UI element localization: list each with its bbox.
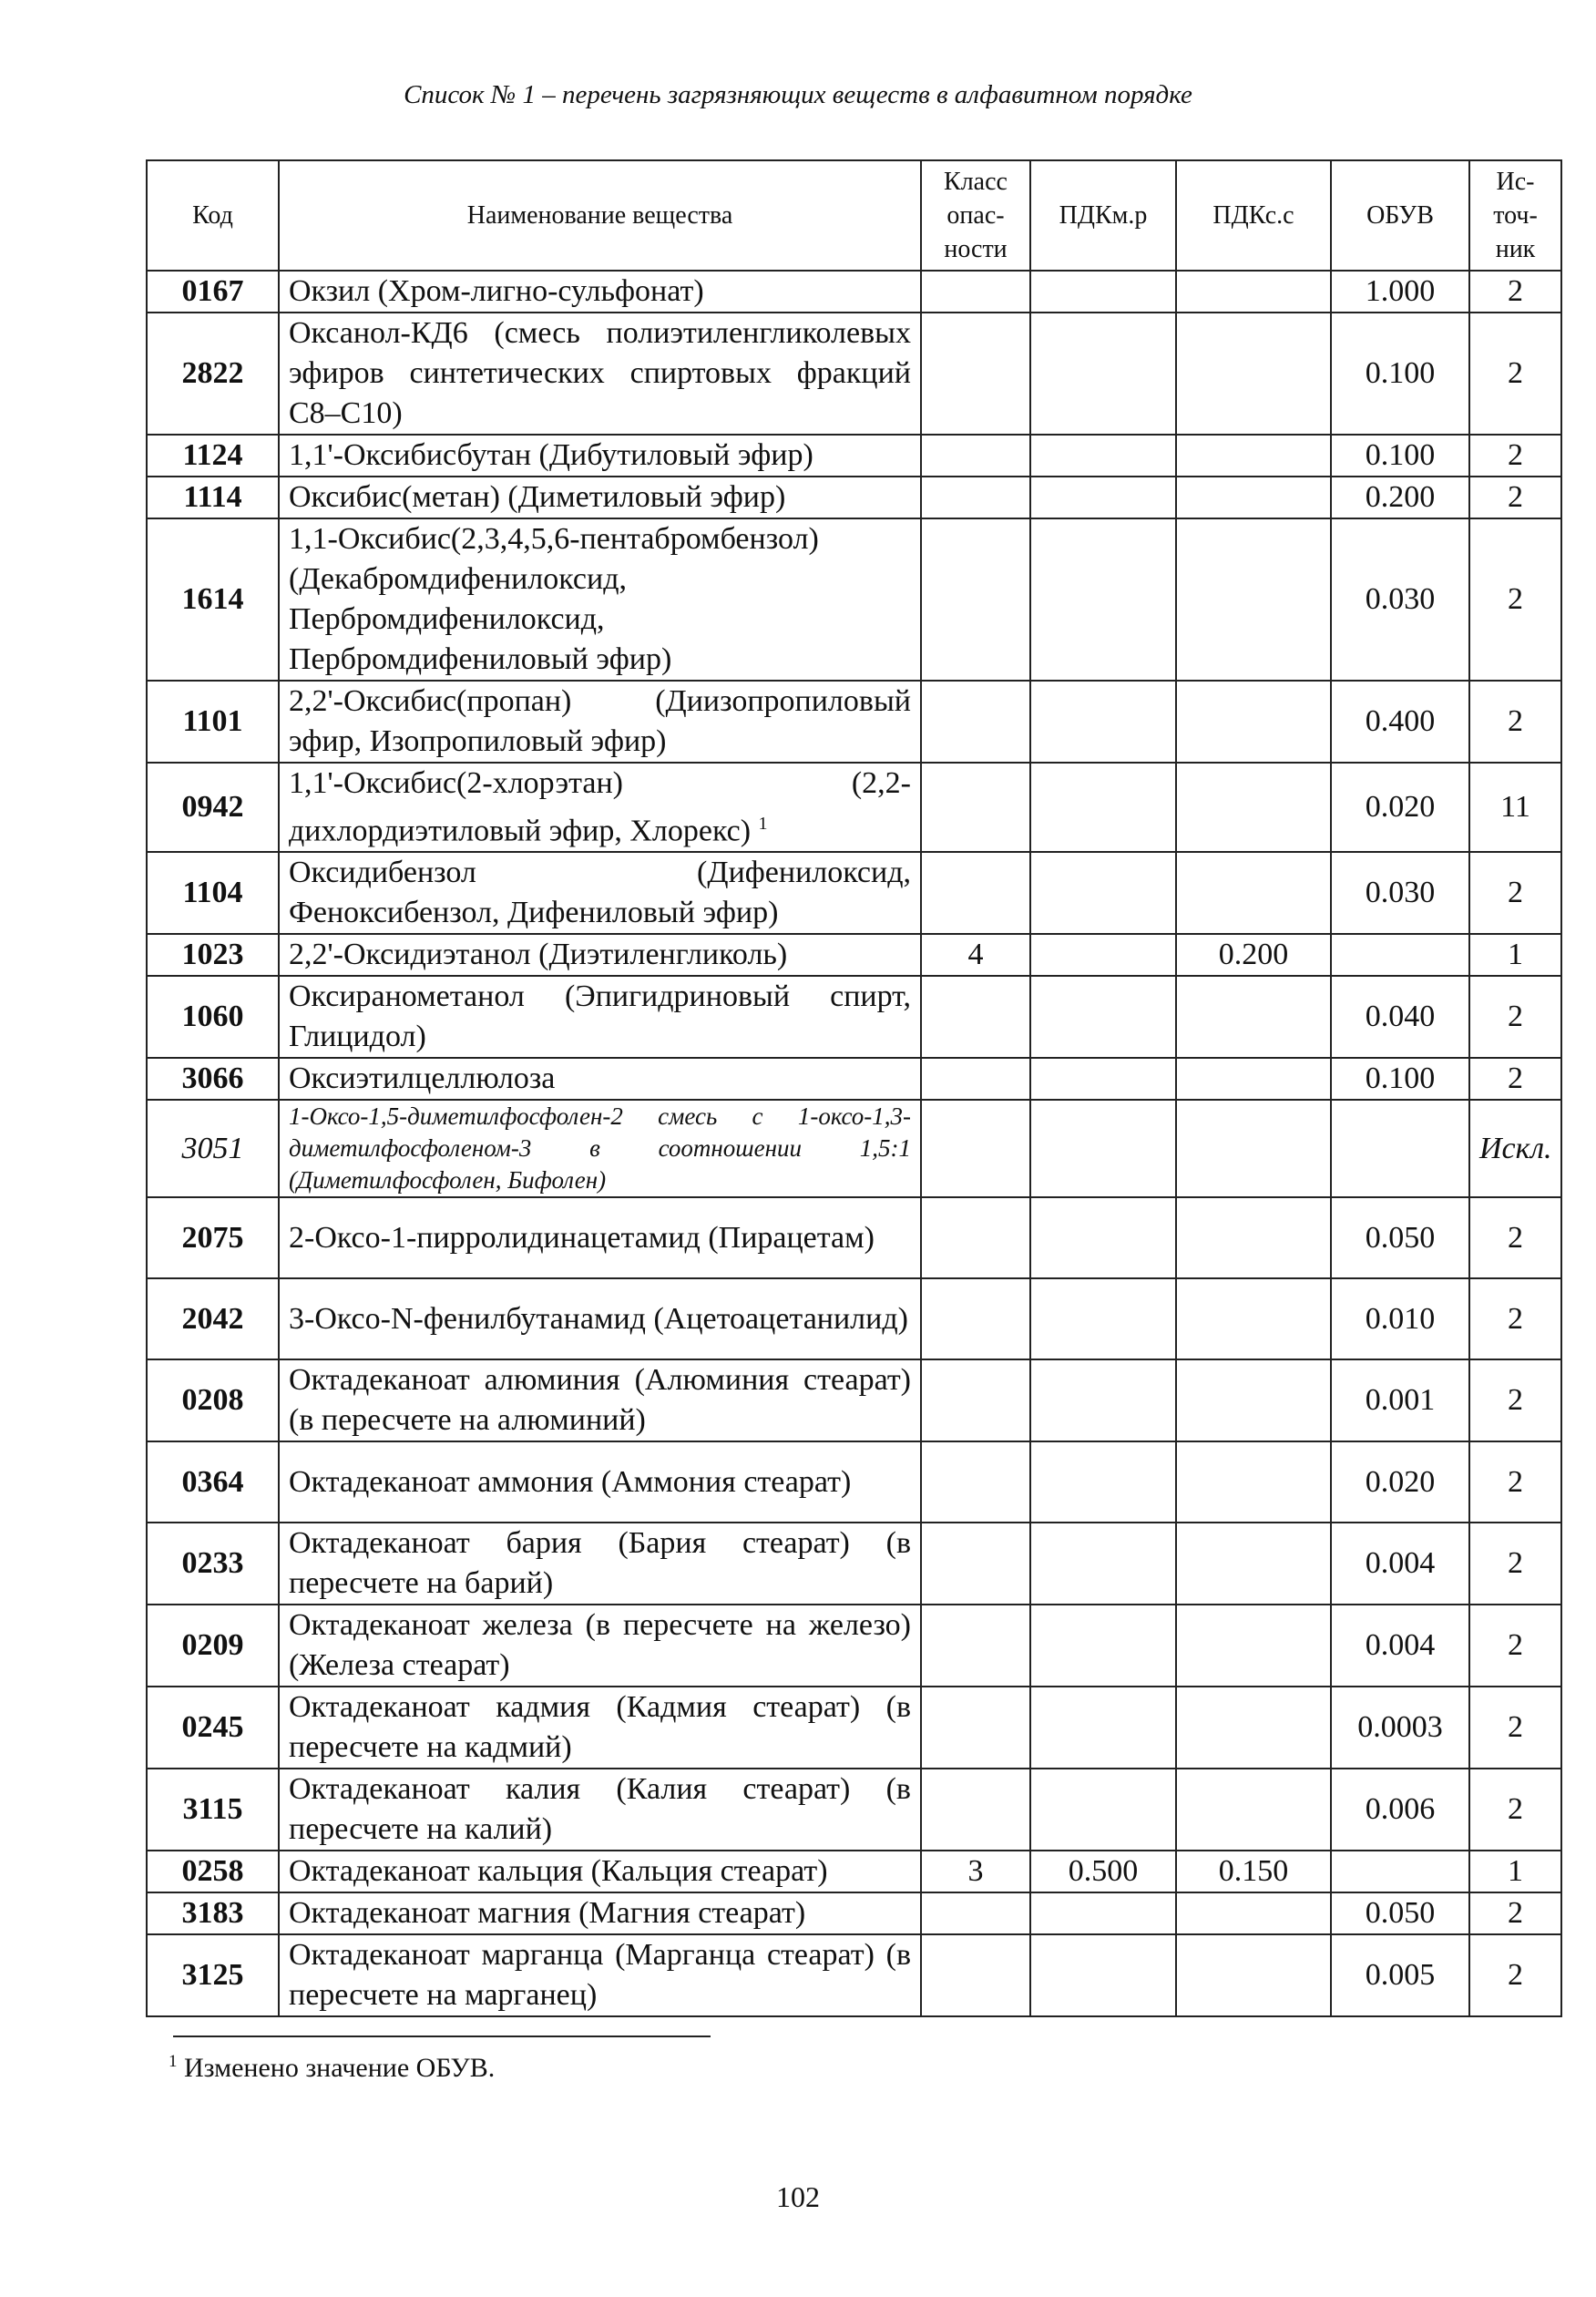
cell-code	[147, 976, 279, 1058]
footnote-rule	[173, 2036, 711, 2037]
cell-name	[279, 1100, 921, 1197]
table-row	[147, 1441, 1561, 1523]
cell-pdk-ss	[1176, 518, 1331, 681]
substance-name: Оксибис(метан) (Диметиловый эфир)	[289, 480, 786, 514]
cell-obuv	[1331, 1278, 1469, 1359]
footnote-reference: 1	[758, 814, 768, 834]
cell-pdk-ss	[1176, 681, 1331, 763]
cell-code	[147, 1197, 279, 1278]
cell-value: 2822	[181, 356, 244, 390]
cell-obuv	[1331, 477, 1469, 518]
substance-name: Октадеканоат кадмия (Кадмия стеарат) (в пересчете на кадмий)	[289, 1690, 911, 1765]
cell-value: 1101	[182, 704, 243, 738]
substance-name: Окзил (Хром-лигно-сульфонат)	[289, 274, 704, 308]
cell-obuv	[1331, 1934, 1469, 2016]
substance-name: Оксанол-КД6 (смесь полиэтиленгликолевых эфиров синтетических спиртовых фракций C8–C10)	[289, 316, 911, 430]
substance-name: 2-Оксо-1-пирролидинацетамид (Пирацетам)	[289, 1220, 875, 1255]
cell-value: 0.005	[1365, 1958, 1436, 1993]
cell-hazard	[921, 518, 1030, 681]
cell-value: 0208	[181, 1383, 244, 1418]
substance-name: Октадеканоат аммония (Аммония стеарат)	[289, 1464, 852, 1499]
cell-code	[147, 852, 279, 934]
cell-value: 1104	[182, 876, 243, 910]
cell-hazard	[921, 1197, 1030, 1278]
cell-value: 0.001	[1365, 1383, 1436, 1418]
cell-name	[279, 435, 921, 477]
cell-source	[1469, 1441, 1561, 1523]
cell-hazard	[921, 1441, 1030, 1523]
cell-obuv	[1331, 1523, 1469, 1605]
cell-value: 2	[1508, 1896, 1523, 1931]
table-row	[147, 934, 1561, 976]
cell-pdk-ss	[1176, 477, 1331, 518]
cell-source	[1469, 1523, 1561, 1605]
table-row	[147, 976, 1561, 1058]
cell-pdk-mr	[1030, 1441, 1176, 1523]
table-row	[147, 1197, 1561, 1278]
substances-table	[146, 159, 1562, 2017]
table-row	[147, 1100, 1561, 1197]
table-row	[147, 1934, 1561, 2016]
cell-value: 0.004	[1365, 1628, 1436, 1663]
cell-code	[147, 763, 279, 852]
cell-value: 11	[1500, 790, 1530, 825]
cell-value: 0.050	[1365, 1220, 1436, 1255]
cell-obuv	[1331, 681, 1469, 763]
cell-pdk-ss	[1176, 1359, 1331, 1441]
cell-code	[147, 1687, 279, 1769]
cell-obuv	[1331, 1769, 1469, 1851]
substance-name: Октадеканоат кальция (Кальция стеарат)	[289, 1854, 828, 1889]
cell-name	[279, 1441, 921, 1523]
cell-pdk-mr	[1030, 1851, 1176, 1892]
header-name: Наименование вещества	[279, 160, 921, 271]
cell-code	[147, 1934, 279, 2016]
cell-name	[279, 681, 921, 763]
cell-pdk-ss	[1176, 435, 1331, 477]
cell-pdk-ss	[1176, 1197, 1331, 1278]
cell-value: 0.006	[1365, 1792, 1436, 1827]
table-row	[147, 1769, 1561, 1851]
cell-source	[1469, 1605, 1561, 1687]
cell-value: 2	[1508, 480, 1523, 514]
header-pdk-ss: ПДКс.с	[1176, 160, 1331, 271]
cell-code	[147, 1851, 279, 1892]
cell-value: 2	[1508, 704, 1523, 738]
cell-name	[279, 1851, 921, 1892]
cell-obuv	[1331, 934, 1469, 976]
cell-pdk-mr	[1030, 763, 1176, 852]
header-source: Ис-точ-ник	[1469, 160, 1561, 271]
cell-name	[279, 1605, 921, 1687]
cell-value: 0942	[181, 790, 244, 825]
cell-value: 0209	[181, 1628, 244, 1663]
cell-pdk-ss	[1176, 313, 1331, 435]
cell-hazard	[921, 1892, 1030, 1934]
cell-pdk-mr	[1030, 1769, 1176, 1851]
cell-obuv	[1331, 763, 1469, 852]
cell-pdk-ss	[1176, 271, 1331, 313]
cell-pdk-mr	[1030, 1197, 1176, 1278]
cell-name	[279, 763, 921, 852]
cell-source	[1469, 1058, 1561, 1100]
cell-value: 0.200	[1365, 480, 1436, 514]
cell-value: 2	[1508, 1220, 1523, 1255]
cell-code	[147, 1278, 279, 1359]
cell-hazard	[921, 681, 1030, 763]
cell-name	[279, 1278, 921, 1359]
cell-hazard	[921, 1278, 1030, 1359]
cell-value: 2	[1508, 1383, 1523, 1418]
cell-value: 2	[1508, 1000, 1523, 1034]
table-row	[147, 1892, 1561, 1934]
page-number: 102	[776, 2180, 820, 2213]
cell-pdk-mr	[1030, 518, 1176, 681]
cell-value: 0.150	[1218, 1854, 1289, 1889]
cell-source	[1469, 934, 1561, 976]
document-title: Список № 1 – перечень загрязняющих веществ в алфавитном порядке	[404, 80, 1192, 109]
cell-hazard	[921, 763, 1030, 852]
cell-obuv	[1331, 1197, 1469, 1278]
cell-value: 0.030	[1365, 582, 1436, 616]
cell-hazard	[921, 1769, 1030, 1851]
cell-code	[147, 1441, 279, 1523]
cell-name	[279, 1359, 921, 1441]
cell-pdk-mr	[1030, 681, 1176, 763]
cell-name	[279, 976, 921, 1058]
cell-pdk-ss	[1176, 1892, 1331, 1934]
substance-name: 1,1-Оксибис(2,3,4,5,6-пентабромбензол) (Декабромдифенилоксид, Пербромдифенилоксид, Пербромдифениловый эфир)	[289, 522, 819, 676]
cell-pdk-mr	[1030, 477, 1176, 518]
cell-obuv	[1331, 1100, 1469, 1197]
cell-pdk-mr	[1030, 1058, 1176, 1100]
cell-code	[147, 518, 279, 681]
cell-hazard	[921, 1934, 1030, 2016]
cell-value: 0.020	[1365, 1464, 1436, 1499]
cell-pdk-mr	[1030, 852, 1176, 934]
cell-pdk-ss	[1176, 1278, 1331, 1359]
substance-name: 1,1'-Оксибис(2-хлорэтан) (2,2-дихлордиэтиловый эфир, Хлорекс)	[289, 766, 911, 848]
cell-name	[279, 1523, 921, 1605]
cell-value: 0.400	[1365, 704, 1436, 738]
cell-hazard	[921, 1851, 1030, 1892]
cell-value: 0.004	[1365, 1546, 1436, 1581]
cell-value: 0.030	[1365, 876, 1436, 910]
cell-source	[1469, 1100, 1561, 1197]
cell-value: 4	[967, 938, 984, 972]
cell-pdk-ss	[1176, 763, 1331, 852]
cell-pdk-ss	[1176, 1851, 1331, 1892]
cell-source	[1469, 477, 1561, 518]
table-row	[147, 1687, 1561, 1769]
cell-value: 0.040	[1365, 1000, 1436, 1034]
substance-name: Октадеканоат магния (Магния стеарат)	[289, 1896, 806, 1931]
cell-value: 1023	[181, 938, 244, 972]
cell-value: Искл.	[1479, 1131, 1552, 1165]
cell-name	[279, 1892, 921, 1934]
cell-code	[147, 435, 279, 477]
table-row	[147, 852, 1561, 934]
cell-hazard	[921, 1605, 1030, 1687]
cell-pdk-mr	[1030, 435, 1176, 477]
cell-value: 0245	[181, 1710, 244, 1745]
table-row	[147, 313, 1561, 435]
table-row	[147, 435, 1561, 477]
cell-hazard	[921, 934, 1030, 976]
cell-hazard	[921, 313, 1030, 435]
cell-pdk-ss	[1176, 852, 1331, 934]
cell-source	[1469, 313, 1561, 435]
cell-source	[1469, 1687, 1561, 1769]
substance-name: Октадеканоат калия (Калия стеарат) (в пересчете на калий)	[289, 1772, 911, 1847]
cell-hazard	[921, 976, 1030, 1058]
cell-value: 2	[1508, 582, 1523, 616]
cell-value: 1.000	[1365, 274, 1436, 308]
substance-name: Оксиранометанол (Эпигидриновый спирт, Глицидол)	[289, 979, 911, 1054]
cell-name	[279, 1197, 921, 1278]
cell-name	[279, 1769, 921, 1851]
cell-pdk-mr	[1030, 1100, 1176, 1197]
cell-pdk-mr	[1030, 1278, 1176, 1359]
cell-value: 0167	[181, 274, 244, 308]
cell-value: 2	[1508, 1301, 1523, 1336]
cell-value: 3066	[181, 1061, 244, 1096]
cell-pdk-ss	[1176, 1441, 1331, 1523]
cell-hazard	[921, 271, 1030, 313]
cell-value: 0.050	[1365, 1896, 1436, 1931]
table-row	[147, 518, 1561, 681]
cell-pdk-ss	[1176, 976, 1331, 1058]
table-row	[147, 1278, 1561, 1359]
substance-name: 1,1'-Оксибисбутан (Дибутиловый эфир)	[289, 438, 813, 472]
cell-value: 3	[967, 1854, 984, 1889]
cell-obuv	[1331, 976, 1469, 1058]
cell-source	[1469, 1892, 1561, 1934]
cell-value: 0.100	[1365, 438, 1436, 472]
cell-value: 0.100	[1365, 1061, 1436, 1096]
cell-hazard	[921, 435, 1030, 477]
cell-pdk-mr	[1030, 934, 1176, 976]
cell-value: 2	[1508, 1792, 1523, 1827]
cell-value: 3115	[182, 1792, 243, 1827]
cell-name	[279, 1934, 921, 2016]
cell-source	[1469, 681, 1561, 763]
substance-name: Октадеканоат железа (в пересчете на железо) (Железа стеарат)	[289, 1608, 911, 1683]
cell-code	[147, 1605, 279, 1687]
substance-name: Октадеканоат алюминия (Алюминия стеарат) (в пересчете на алюминий)	[289, 1363, 911, 1438]
cell-source	[1469, 976, 1561, 1058]
cell-value: 0.020	[1365, 790, 1436, 825]
cell-source	[1469, 435, 1561, 477]
cell-pdk-ss	[1176, 1523, 1331, 1605]
cell-value: 3051	[181, 1131, 244, 1165]
header-hazard-class: Класс опас-ности	[921, 160, 1030, 271]
cell-code	[147, 1100, 279, 1197]
substance-name: 2,2'-Оксибис(пропан) (Диизопропиловый эфир, Изопропиловый эфир)	[289, 684, 911, 758]
cell-hazard	[921, 1687, 1030, 1769]
cell-value: 3183	[181, 1896, 244, 1931]
cell-value: 2042	[181, 1301, 244, 1336]
cell-source	[1469, 1851, 1561, 1892]
cell-value: 0364	[181, 1464, 244, 1499]
cell-hazard	[921, 477, 1030, 518]
cell-name	[279, 852, 921, 934]
cell-source	[1469, 1934, 1561, 2016]
cell-pdk-ss	[1176, 1605, 1331, 1687]
cell-code	[147, 477, 279, 518]
substance-name: 3-Оксо-N-фенилбутанамид (Ацетоацетанилид)	[289, 1301, 908, 1336]
substance-name: Октадеканоат марганца (Марганца стеарат) (в пересчете на марганец)	[289, 1938, 911, 2013]
cell-hazard	[921, 1523, 1030, 1605]
table-row	[147, 1851, 1561, 1892]
cell-code	[147, 1523, 279, 1605]
cell-value: 0.500	[1068, 1854, 1139, 1889]
cell-pdk-mr	[1030, 1523, 1176, 1605]
cell-name	[279, 1058, 921, 1100]
cell-pdk-mr	[1030, 1892, 1176, 1934]
cell-value: 2	[1508, 1958, 1523, 1993]
cell-pdk-mr	[1030, 1605, 1176, 1687]
cell-code	[147, 681, 279, 763]
cell-code	[147, 1359, 279, 1441]
cell-pdk-mr	[1030, 1687, 1176, 1769]
table-row	[147, 1605, 1561, 1687]
cell-code	[147, 313, 279, 435]
cell-obuv	[1331, 1851, 1469, 1892]
cell-source	[1469, 1278, 1561, 1359]
cell-name	[279, 518, 921, 681]
header-code: Код	[147, 160, 279, 271]
cell-code	[147, 271, 279, 313]
cell-value: 0.200	[1218, 938, 1289, 972]
table-row	[147, 763, 1561, 852]
cell-source	[1469, 1359, 1561, 1441]
table-row	[147, 681, 1561, 763]
cell-pdk-ss	[1176, 1100, 1331, 1197]
cell-value: 2	[1508, 438, 1523, 472]
cell-value: 2	[1508, 274, 1523, 308]
substance-name: Оксиэтилцеллюлоза	[289, 1061, 556, 1096]
cell-source	[1469, 518, 1561, 681]
footnote	[169, 2052, 495, 2084]
cell-name	[279, 313, 921, 435]
cell-obuv	[1331, 852, 1469, 934]
cell-hazard	[921, 1359, 1030, 1441]
cell-obuv	[1331, 518, 1469, 681]
cell-value: 2	[1508, 876, 1523, 910]
cell-code	[147, 1769, 279, 1851]
substance-name: Оксидибензол (Дифенилоксид, Феноксибензол, Дифениловый эфир)	[289, 856, 911, 930]
cell-source	[1469, 852, 1561, 934]
header-pdk-mr: ПДКм.р	[1030, 160, 1176, 271]
table-header-row	[147, 160, 1561, 271]
cell-value: 2	[1508, 1710, 1523, 1745]
table-row	[147, 1058, 1561, 1100]
cell-pdk-ss	[1176, 1058, 1331, 1100]
table-row	[147, 1359, 1561, 1441]
cell-hazard	[921, 852, 1030, 934]
cell-value: 2	[1508, 1464, 1523, 1499]
cell-value: 0233	[181, 1546, 244, 1581]
cell-value: 0.100	[1365, 356, 1436, 390]
cell-value: 2075	[181, 1220, 244, 1255]
cell-value: 1114	[183, 480, 242, 514]
cell-value: 1	[1508, 938, 1523, 972]
cell-obuv	[1331, 1058, 1469, 1100]
cell-obuv	[1331, 1605, 1469, 1687]
cell-hazard	[921, 1058, 1030, 1100]
cell-code	[147, 1058, 279, 1100]
cell-name	[279, 271, 921, 313]
cell-source	[1469, 763, 1561, 852]
cell-pdk-mr	[1030, 976, 1176, 1058]
cell-value: 0258	[181, 1854, 244, 1889]
cell-value: 1614	[181, 582, 244, 616]
cell-source	[1469, 1197, 1561, 1278]
cell-name	[279, 1687, 921, 1769]
cell-value: 0.0003	[1357, 1710, 1443, 1745]
cell-pdk-mr	[1030, 271, 1176, 313]
cell-name	[279, 934, 921, 976]
footnote-mark: 1	[169, 2052, 178, 2071]
cell-obuv	[1331, 435, 1469, 477]
cell-value: 2	[1508, 1061, 1523, 1096]
substance-name: 2,2'-Оксидиэтанол (Диэтиленгликоль)	[289, 938, 788, 972]
cell-value: 1060	[181, 1000, 244, 1034]
cell-obuv	[1331, 1687, 1469, 1769]
cell-pdk-ss	[1176, 1687, 1331, 1769]
substance-name: Октадеканоат бария (Бария стеарат) (в пересчете на барий)	[289, 1526, 911, 1601]
cell-code	[147, 1892, 279, 1934]
cell-value: 2	[1508, 1546, 1523, 1581]
cell-value: 1124	[182, 438, 243, 472]
cell-obuv	[1331, 1892, 1469, 1934]
cell-obuv	[1331, 271, 1469, 313]
cell-pdk-mr	[1030, 313, 1176, 435]
cell-obuv	[1331, 313, 1469, 435]
cell-source	[1469, 1769, 1561, 1851]
cell-obuv	[1331, 1359, 1469, 1441]
cell-hazard	[921, 1100, 1030, 1197]
cell-value: 0.010	[1365, 1301, 1436, 1336]
table-row	[147, 271, 1561, 313]
table-row	[147, 1523, 1561, 1605]
cell-pdk-ss	[1176, 934, 1331, 976]
cell-name	[279, 477, 921, 518]
cell-pdk-mr	[1030, 1934, 1176, 2016]
cell-pdk-mr	[1030, 1359, 1176, 1441]
cell-value: 2	[1508, 1628, 1523, 1663]
cell-source	[1469, 271, 1561, 313]
cell-pdk-ss	[1176, 1769, 1331, 1851]
cell-code	[147, 934, 279, 976]
cell-value: 1	[1508, 1854, 1523, 1889]
header-obuv: ОБУВ	[1331, 160, 1469, 271]
cell-obuv	[1331, 1441, 1469, 1523]
substance-name: 1-Оксо-1,5-диметилфосфолен-2 смесь с 1-оксо-1,3-диметилфосфоленом-3 в соотношении 1,5:1 (Диметилфосфолен, Бифолен)	[289, 1102, 911, 1195]
cell-value: 3125	[181, 1958, 244, 1993]
cell-pdk-ss	[1176, 1934, 1331, 2016]
cell-value: 2	[1508, 356, 1523, 390]
footnote-text: Изменено значение ОБУВ.	[184, 2053, 496, 2083]
table-row	[147, 477, 1561, 518]
